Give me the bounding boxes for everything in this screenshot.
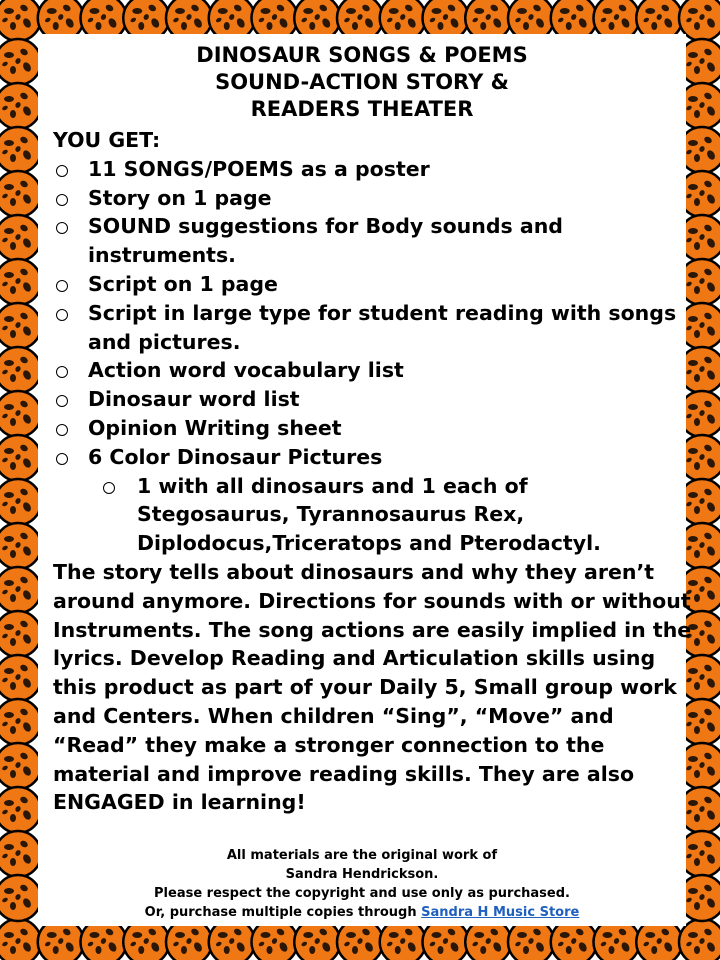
list-item: Script in large type for student reading with songs and pictures.	[53, 299, 693, 357]
leopard-spot	[4, 580, 14, 586]
leopard-spot	[4, 360, 14, 366]
leopard-spot	[4, 492, 14, 498]
leopard-spot	[132, 8, 142, 14]
leopard-spot	[309, 22, 315, 30]
leopard-spot	[10, 902, 16, 910]
leopard-spot	[694, 66, 700, 74]
leopard-spot	[10, 110, 16, 118]
description-paragraph: The story tells about dinosaurs and why they aren’t around anymore. Directions for sounds with or without Instruments. The song actions are easily implied in the lyrics. Develop Reading and Articulation skills using this product as part of your Daily 5, Small group work and Centers. When children “Sing”, “Move” and “Read” they make a stronger connection to the material and improve reading skills. They are also ENGAGED in learning!	[53, 559, 692, 815]
leopard-spot	[694, 242, 700, 250]
leopard-spot	[4, 404, 14, 410]
leopard-spot	[480, 946, 486, 954]
leopard-spot	[694, 22, 700, 30]
leopard-spot	[10, 374, 16, 382]
leopard-spot	[694, 330, 700, 338]
leopard-spot	[694, 374, 700, 382]
bullet-icon	[56, 424, 68, 436]
leopard-spot	[53, 22, 59, 30]
title-line-3: READERS THEATER	[250, 97, 474, 121]
leopard-spot	[694, 814, 700, 822]
leopard-spot	[10, 594, 16, 602]
leopard-spot	[309, 946, 315, 954]
leopard-spot	[10, 462, 16, 470]
leopard-spot	[10, 286, 16, 294]
copyright-footer	[38, 846, 686, 922]
list-item: Dinosaur word list	[53, 385, 693, 414]
leopard-spot	[352, 22, 358, 30]
leopard-spot	[560, 8, 570, 14]
title-block	[38, 42, 686, 123]
leopard-spot	[694, 902, 700, 910]
leopard-spot	[395, 946, 401, 954]
leopard-spot	[694, 594, 700, 602]
leopard-spot	[609, 22, 615, 30]
leopard-spot	[694, 946, 700, 954]
leopard-spot	[132, 932, 142, 938]
leopard-spot	[4, 668, 14, 674]
list-item: Opinion Writing sheet	[53, 414, 693, 443]
leopard-spot	[10, 330, 16, 338]
leopard-spot	[474, 8, 484, 14]
leopard-spot	[694, 418, 700, 426]
leopard-spot	[346, 8, 356, 14]
bullet-icon	[56, 366, 68, 378]
leopard-spot	[10, 858, 16, 866]
leopard-spot	[53, 946, 59, 954]
leopard-spot	[694, 198, 700, 206]
bullet-icon	[56, 194, 68, 206]
leopard-spot	[4, 52, 14, 58]
leopard-spot	[523, 22, 529, 30]
leopard-spot	[4, 844, 14, 850]
bullet-icon	[56, 309, 68, 321]
leopard-spot	[389, 932, 399, 938]
leopard-spot	[4, 8, 14, 14]
leopard-spot	[688, 8, 698, 14]
list-item: SOUND suggestions for Body sounds and instruments.	[53, 212, 693, 270]
leopard-spot	[10, 242, 16, 250]
footer-line-2: Sandra Hendrickson.	[285, 867, 439, 882]
bullet-icon	[56, 165, 68, 177]
footer-line-4-prefix: Or, purchase multiple copies through	[144, 905, 417, 920]
leopard-spot	[694, 506, 700, 514]
leopard-spot	[694, 858, 700, 866]
leopard-spot	[10, 682, 16, 690]
leopard-spot	[560, 932, 570, 938]
leopard-spot	[395, 22, 401, 30]
leopard-spot	[96, 946, 102, 954]
footer-line-1: All materials are the original work of	[226, 848, 498, 863]
bullet-icon	[56, 395, 68, 407]
leopard-spot	[175, 8, 185, 14]
leopard-spot	[432, 8, 442, 14]
leopard-spot	[181, 22, 187, 30]
leopard-spot	[4, 712, 14, 718]
leopard-spot	[4, 624, 14, 630]
leopard-spot	[10, 770, 16, 778]
leopard-spot	[694, 286, 700, 294]
leopard-spot	[10, 550, 16, 558]
title-line-1: DINOSAUR SONGS & POEMS	[196, 43, 528, 67]
sub-list-item: 1 with all dinosaurs and 1 each of Stegosaurus, Tyrannosaurus Rex, Diplodocus,Triceratops and Pterodactyl.	[53, 472, 693, 558]
list-item: 6 Color Dinosaur Pictures	[53, 443, 693, 472]
leopard-spot	[4, 756, 14, 762]
you-get-heading: YOU GET:	[53, 128, 161, 152]
leopard-spot	[389, 8, 399, 14]
bullet-icon	[56, 222, 68, 234]
list-item: Story on 1 page	[53, 184, 693, 213]
title-line-2: SOUND-ACTION STORY &	[215, 70, 509, 94]
leopard-spot	[4, 140, 14, 146]
leopard-spot	[10, 506, 16, 514]
leopard-spot	[566, 22, 572, 30]
leopard-spot	[10, 638, 16, 646]
leopard-spot	[4, 316, 14, 322]
leopard-spot	[694, 726, 700, 734]
leopard-spot	[224, 22, 230, 30]
leopard-spot	[10, 814, 16, 822]
leopard-spot	[90, 8, 100, 14]
leopard-spot	[96, 22, 102, 30]
leopard-spot	[694, 550, 700, 558]
leopard-spot	[4, 932, 14, 938]
leopard-spot	[218, 8, 228, 14]
leopard-spot	[218, 932, 228, 938]
leopard-spot	[566, 946, 572, 954]
leopard-spot	[4, 272, 14, 278]
leopard-spot	[688, 888, 698, 894]
leopard-spot	[181, 946, 187, 954]
leopard-spot	[267, 946, 273, 954]
leopard-spot	[694, 682, 700, 690]
leopard-spot	[10, 66, 16, 74]
leopard-spot	[523, 946, 529, 954]
leopard-spot	[609, 946, 615, 954]
leopard-spot	[4, 888, 14, 894]
leopard-spot	[303, 8, 313, 14]
leopard-spot	[603, 932, 613, 938]
list-item: Script on 1 page	[53, 270, 693, 299]
leopard-spot	[10, 22, 16, 30]
bullet-icon	[56, 453, 68, 465]
leopard-spot	[688, 844, 698, 850]
bullet-icon	[103, 482, 115, 494]
leopard-spot	[138, 946, 144, 954]
leopard-spot	[224, 946, 230, 954]
leopard-spot	[4, 536, 14, 542]
leopard-spot	[688, 96, 698, 102]
bullet-icon	[56, 280, 68, 292]
leopard-spot	[603, 8, 613, 14]
leopard-spot	[694, 110, 700, 118]
leopard-spot	[645, 8, 655, 14]
main-text	[53, 126, 693, 817]
leopard-spot	[10, 726, 16, 734]
leopard-spot	[10, 946, 16, 954]
leopard-spot	[90, 932, 100, 938]
leopard-spot	[694, 770, 700, 778]
footer-line-3: Please respect the copyright and use only as purchased.	[154, 886, 570, 901]
leopard-spot	[10, 198, 16, 206]
leopard-spot	[47, 8, 57, 14]
leopard-spot	[688, 52, 698, 58]
leopard-spot	[645, 932, 655, 938]
leopard-spot	[346, 932, 356, 938]
leopard-spot	[47, 932, 57, 938]
leopard-spot	[267, 22, 273, 30]
leopard-spot	[694, 638, 700, 646]
leopard-spot	[4, 228, 14, 234]
leopard-spot	[175, 932, 185, 938]
leopard-spot	[694, 462, 700, 470]
leopard-spot	[438, 946, 444, 954]
leopard-spot	[517, 932, 527, 938]
leopard-spot	[10, 418, 16, 426]
leopard-spot	[694, 154, 700, 162]
store-link[interactable]: Sandra H Music Store	[421, 905, 580, 920]
leopard-spot	[432, 932, 442, 938]
leopard-spot	[474, 932, 484, 938]
leopard-spot	[261, 932, 271, 938]
leopard-spot	[651, 22, 657, 30]
footer-line-4	[38, 903, 686, 922]
list-item: 11 SONGS/POEMS as a poster	[53, 155, 693, 184]
flyer-content	[38, 34, 692, 926]
leopard-spot	[688, 932, 698, 938]
leopard-spot	[651, 946, 657, 954]
leopard-spot	[10, 154, 16, 162]
leopard-spot	[438, 22, 444, 30]
leopard-spot	[4, 96, 14, 102]
leopard-spot	[303, 932, 313, 938]
scallop-circle	[0, 919, 41, 960]
leopard-spot	[138, 22, 144, 30]
leopard-spot	[4, 448, 14, 454]
leopard-spot	[517, 8, 527, 14]
leopard-spot	[4, 184, 14, 190]
leopard-spot	[261, 8, 271, 14]
leopard-spot	[4, 800, 14, 806]
leopard-spot	[480, 22, 486, 30]
list-item: Action word vocabulary list	[53, 356, 693, 385]
leopard-spot	[352, 946, 358, 954]
